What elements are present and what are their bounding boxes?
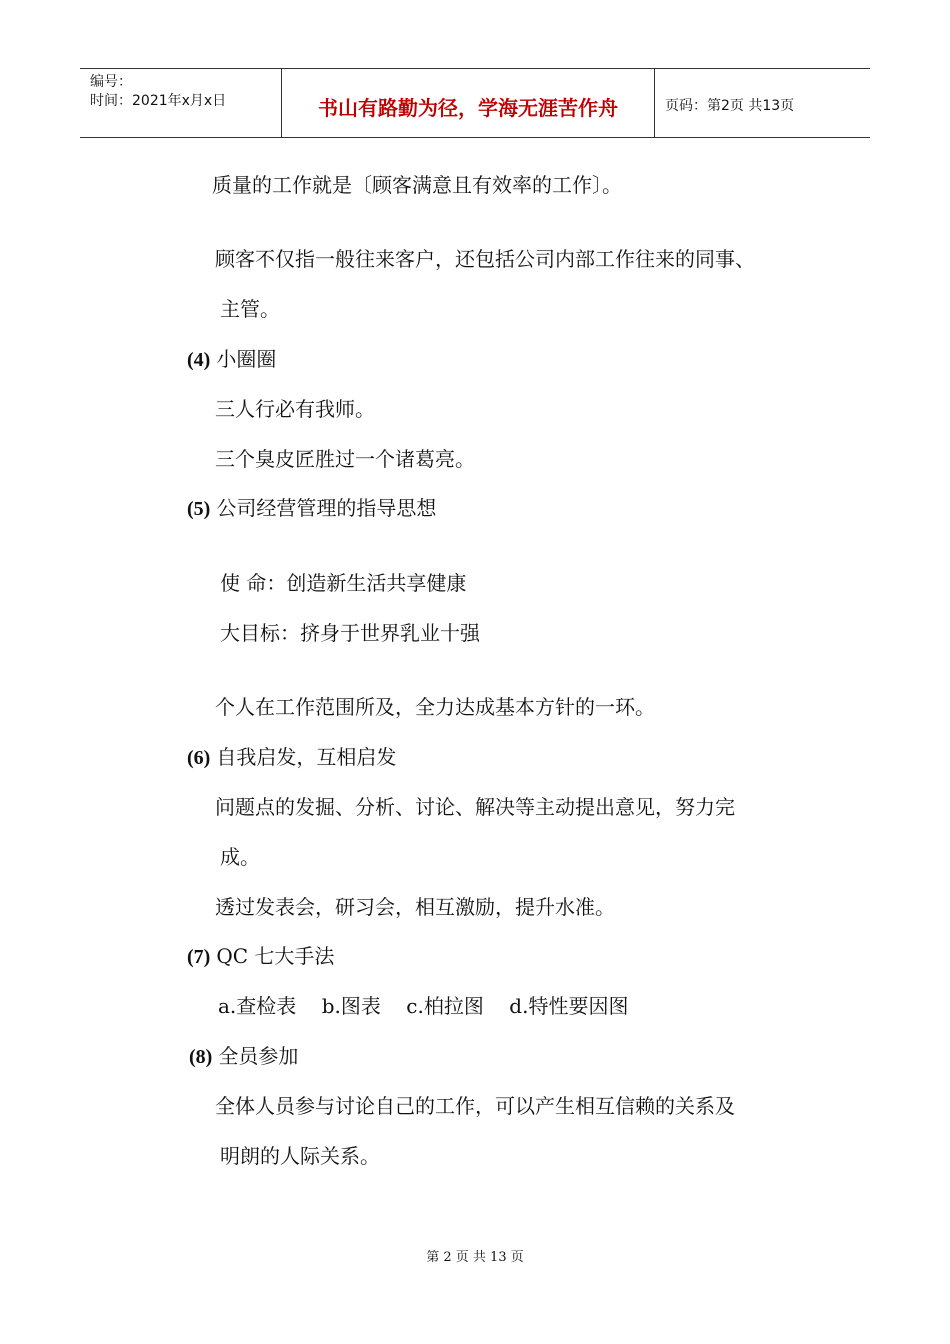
section-number: (7) xyxy=(187,946,211,968)
section-heading xyxy=(187,744,396,771)
text-line: 质量的工作就是〔顾客满意且有效率的工作〕。 xyxy=(212,173,622,197)
text-line: 透过发表会，研习会，相互激励，提升水准。 xyxy=(215,895,615,919)
text-line: 大目标：挤身于世界乳业十强 xyxy=(220,621,480,645)
section-heading xyxy=(187,346,276,373)
motto: 书山有路勤为径，学海无涯苦作舟 xyxy=(318,96,618,120)
text-line: 三个臭皮匠胜过一个诸葛亮。 xyxy=(215,447,475,471)
header-meta-cell xyxy=(80,69,282,137)
text-line: a.查检表 b.图表 c.柏拉图 d.特性要因图 xyxy=(218,994,629,1018)
section-number: (8) xyxy=(189,1046,213,1068)
text-line: 问题点的发掘、分析、讨论、解决等主动提出意见，努力完 xyxy=(215,795,735,819)
section-heading xyxy=(187,943,334,970)
text-line: 主管。 xyxy=(220,297,280,321)
section-heading xyxy=(187,495,436,522)
section-number: (4) xyxy=(187,349,211,371)
header-motto-cell xyxy=(282,69,655,137)
section-title: 全员参加 xyxy=(218,1044,299,1068)
page-header xyxy=(80,68,870,138)
page-info: 页码：第2页 共13页 xyxy=(665,98,795,114)
code-label: 编号： xyxy=(90,74,132,90)
section-title: QC 七大手法 xyxy=(216,944,335,968)
section-title: 自我启发，互相启发 xyxy=(216,745,397,769)
section-number: (6) xyxy=(187,747,211,769)
section-heading xyxy=(189,1043,298,1070)
header-page-cell xyxy=(655,69,870,137)
time-label: 时间：2021年x月x日 xyxy=(90,93,227,109)
section-title: 公司经营管理的指导思想 xyxy=(216,496,437,520)
text-line: 三人行必有我师。 xyxy=(215,397,375,421)
section-number: (5) xyxy=(187,498,211,520)
text-line: 使 命：创造新生活共享健康 xyxy=(220,571,467,595)
text-line: 顾客不仅指一般往来客户，还包括公司内部工作往来的同事、 xyxy=(215,247,755,271)
text-line: 成。 xyxy=(220,845,260,869)
page-footer: 第 2 页 共 13 页 xyxy=(426,1250,524,1265)
section-title: 小圈圈 xyxy=(216,347,277,371)
text-line: 个人在工作范围所及，全力达成基本方针的一环。 xyxy=(215,695,655,719)
text-line: 明朗的人际关系。 xyxy=(220,1144,380,1168)
text-line: 全体人员参与讨论自己的工作，可以产生相互信赖的关系及 xyxy=(215,1094,735,1118)
